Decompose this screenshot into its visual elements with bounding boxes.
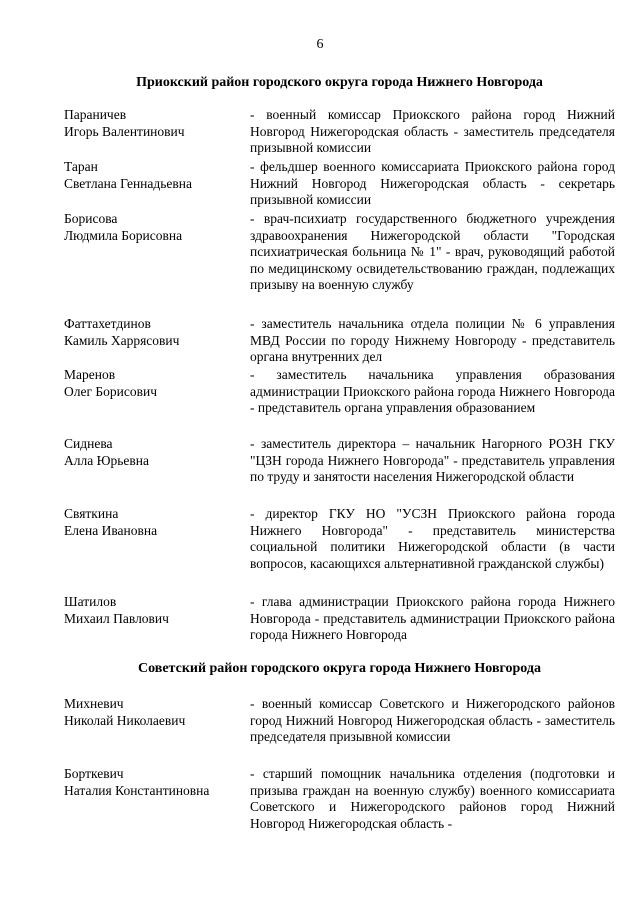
member-given-names: Елена Ивановна [64, 522, 158, 538]
member-name [64, 316, 244, 349]
member-surname: Фаттахетдинов [64, 316, 151, 331]
member-role: - военный комиссар Приокского района город Нижний Новгород Нижегородская область - заместитель председателя призывной комиссии [250, 107, 615, 155]
member-name [64, 436, 244, 469]
member-name [64, 766, 244, 799]
member-given-names: Николай Николаевич [64, 712, 186, 728]
member-surname: Михневич [64, 696, 124, 711]
member-surname: Борткевич [64, 766, 124, 781]
member-surname: Таран [64, 159, 98, 174]
member-given-names: Людмила Борисовна [64, 227, 183, 243]
member-surname: Параничев [64, 107, 127, 122]
member-surname: Борисова [64, 211, 118, 226]
member-role: - старший помощник начальника отделения (подготовки и призыва граждан на военную службу) военного комиссариата Советского и Нижегородского районов город Нижний Новгород Нижегородская область - [250, 766, 615, 831]
member-role: - заместитель начальника отдела полиции № 6 управления МВД России по городу Нижнему Новгороду - представитель органа внутренних дел [250, 316, 615, 364]
member-role: - заместитель директора – начальник Нагорного РОЗН ГКУ "ЦЗН города Нижнего Новгорода" - представитель управления по труду и занятости населения Нижегородской области [250, 436, 615, 484]
member-role: - заместитель начальника управления образования администрации Приокского района города Нижнего Новгорода - представитель органа управления образованием [250, 367, 615, 415]
member-role: - военный комиссар Советского и Нижегородского районов город Нижний Новгород Нижегородская область - заместитель председателя призывной комиссии [250, 696, 615, 744]
member-given-names: Наталия Константиновна [64, 782, 210, 798]
member-given-names: Олег Борисович [64, 383, 157, 399]
member-given-names: Камиль Харрясович [64, 332, 180, 348]
member-surname: Сиднева [64, 436, 113, 451]
member-name [64, 211, 244, 244]
member-name [64, 594, 244, 627]
member-given-names: Михаил Павлович [64, 610, 169, 626]
section-title-priokskiy: Приокский район городского округа города Нижнего Новгорода [136, 75, 543, 90]
member-given-names: Игорь Валентинович [64, 123, 185, 139]
member-surname: Шатилов [64, 594, 117, 609]
member-name [64, 107, 244, 140]
member-role: - директор ГКУ НО "УСЗН Приокского района города Нижнего Новгорода" - представитель министерства социальной политики Нижегородской области (в части вопросов, касающихся альтернативной гражданской службы) [250, 506, 615, 571]
member-given-names: Светлана Геннадьевна [64, 175, 192, 191]
member-given-names: Алла Юрьевна [64, 452, 149, 468]
section-title-sovetskiy: Советский район городского округа города Нижнего Новгорода [138, 661, 541, 676]
member-surname: Святкина [64, 506, 119, 521]
page-number: 6 [316, 37, 324, 52]
member-role: - фельдшер военного комиссариата Приокского района город Нижний Новгород Нижегородская область - секретарь призывной комиссии [250, 159, 615, 207]
member-role: - врач-психиатр государственного бюджетного учреждения здравоохранения Нижегородской области "Городская психиатрическая больница № 1" - врач, руководящий работой по медицинскому освидетельствованию граждан, подлежащих призыву на военную службу [250, 211, 615, 292]
member-name [64, 159, 244, 192]
member-surname: Маренов [64, 367, 116, 382]
member-name [64, 367, 244, 400]
member-name [64, 696, 244, 729]
member-name [64, 506, 244, 539]
member-role: - глава администрации Приокского района города Нижнего Новгорода - представитель администрации Приокского района города Нижнего Новгорода [250, 594, 615, 642]
